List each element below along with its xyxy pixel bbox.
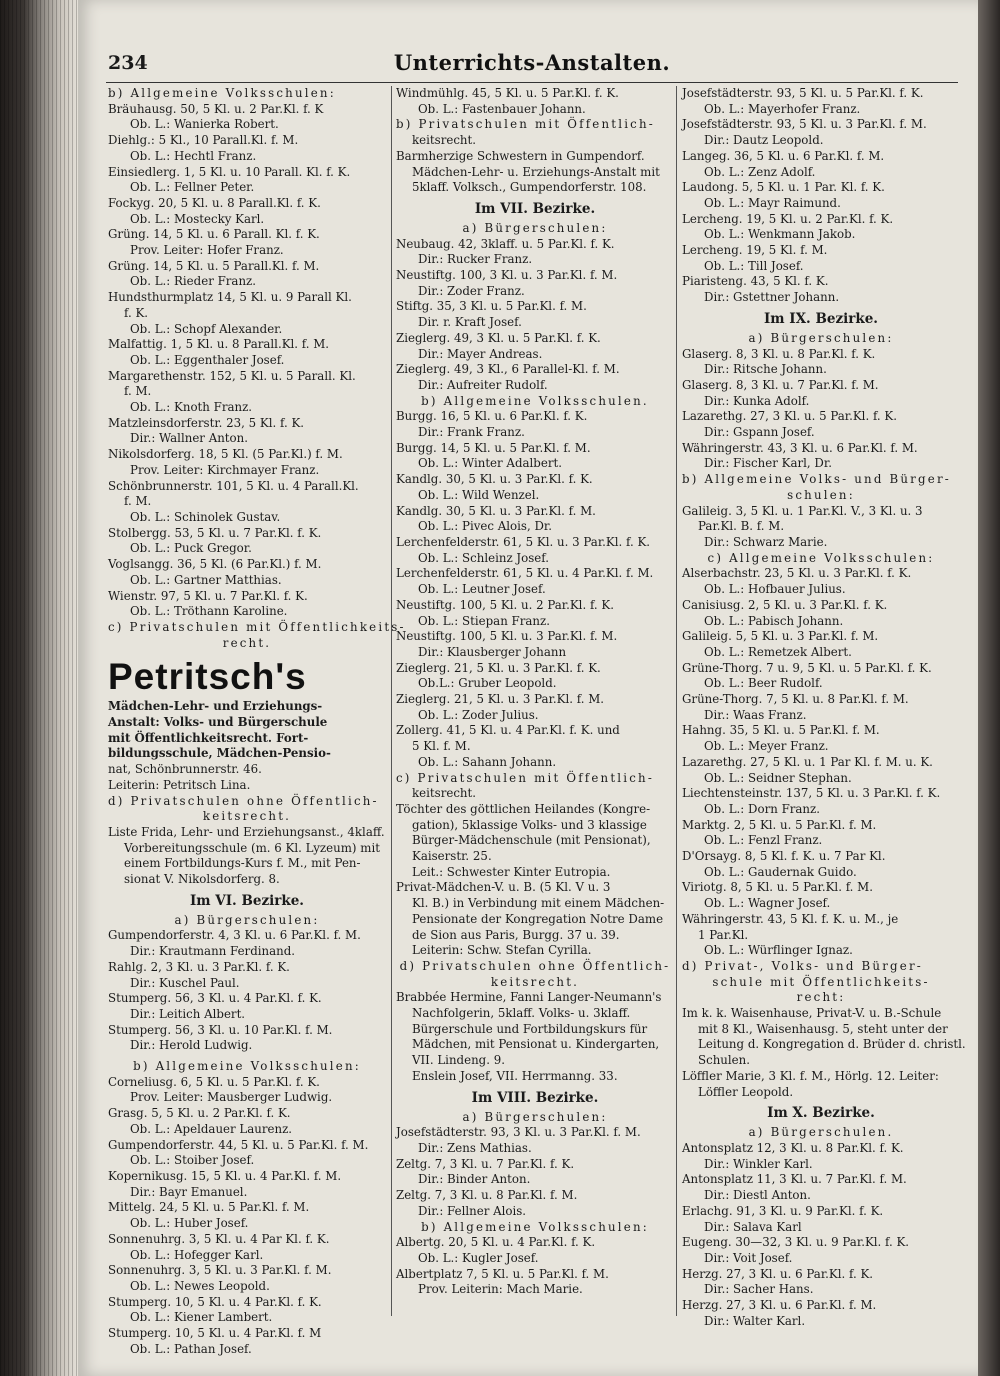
entry-line: Erlachg. 91, 3 Kl. u. 9 Par.Kl. f. K. [682, 1203, 884, 1218]
entry-line: Im k. k. Waisenhause, Privat-V. u. B.-Schule [682, 1006, 942, 1021]
entry-line: Mädchen-Lehr- u. Erziehungs-Anstalt mit [412, 164, 660, 179]
entry-line: Prov. Leiter: Kirchmayer Franz. [130, 462, 320, 477]
entry-line: VII. Lindeng. 9. [412, 1053, 505, 1068]
entry-line: Dir.: Dautz Leopold. [704, 133, 824, 148]
entry-line: Dir.: Gspann Josef. [704, 425, 815, 440]
entry-line: Ob. L.: Zenz Adolf. [704, 164, 816, 179]
entry-line: Dir.: Kunka Adolf. [704, 393, 810, 408]
entry-line: Leitung d. Kongregation d. Brüder d. christl. [698, 1037, 966, 1052]
entry-line: Nikolsdorferg. 18, 5 Kl. (5 Par.Kl.) f. M. [108, 447, 343, 462]
entry-line: Lerchenfelderstr. 61, 5 Kl. u. 4 Par.Kl. f. M. [396, 566, 654, 581]
entry-line: Herzg. 27, 3 Kl. u. 6 Par.Kl. f. K. [682, 1266, 874, 1281]
entry-line: 5klaff. Volksch., Gumpendorferstr. 108. [412, 180, 647, 195]
entry-line: Vorbereitungsschule (m. 6 Kl. Lyzeum) mit [124, 840, 380, 855]
entry-line: Malfattig. 1, 5 Kl. u. 8 Parall.Kl. f. M. [108, 337, 330, 352]
entry-line: Zollerg. 41, 5 Kl. u. 4 Par.Kl. f. K. und [396, 723, 620, 738]
entry-line: Ob. L.: Winter Adalbert. [418, 456, 562, 471]
entry-line: Ob. L.: Stiepan Franz. [418, 613, 550, 628]
entry-line: Josefstädterstr. 93, 5 Kl. u. 3 Par.Kl. f. M. [682, 117, 927, 132]
entry-line: Galileig. 3, 5 Kl. u. 1 Par.Kl. V., 3 Kl. u. 3 [682, 503, 923, 518]
entry-line: Liechtensteinstr. 137, 5 Kl. u. 3 Par.Kl. f. K. [682, 786, 941, 801]
entry-line: Albertplatz 7, 5 Kl. u. 5 Par.Kl. f. M. [396, 1266, 609, 1281]
section-heading: a) Bürgerschulen: [748, 330, 894, 345]
entry-line: Stumperg. 56, 3 Kl. u. 10 Par.Kl. f. M. [108, 1022, 333, 1037]
entry-line: Josefstädterstr. 93, 5 Kl. u. 5 Par.Kl. f. K. [682, 86, 924, 100]
entry-line: Ob. L.: Tröthann Karoline. [130, 604, 288, 619]
entry-line: Piaristeng. 43, 5 Kl. f. K. [682, 274, 829, 289]
entry-line: Windmühlg. 45, 5 Kl. u. 5 Par.Kl. f. K. [396, 86, 619, 100]
entry-line: Ob. L.: Till Josef. [704, 258, 804, 273]
section-heading: schulen: [787, 487, 855, 502]
section-heading: c) Allgemeine Volksschulen: [707, 550, 935, 565]
entry-line: Stumperg. 56, 3 Kl. u. 4 Par.Kl. f. K. [108, 991, 322, 1006]
entry-line: Ob. L.: Pivec Alois, Dr. [418, 519, 553, 534]
entry-line: Grüne-Thorg. 7, 5 Kl. u. 8 Par.Kl. f. M. [682, 692, 909, 707]
entry-line: Ob. L.: Wild Wenzel. [418, 487, 540, 502]
entry-line: keitsrecht. [412, 786, 477, 801]
entry-line: Galileig. 5, 5 Kl. u. 3 Par.Kl. f. M. [682, 629, 879, 644]
entry-line: Ob. L.: Rieder Franz. [130, 274, 257, 289]
section-heading: b) Allgemeine Volksschulen: [421, 1219, 649, 1234]
entry-line: Eugeng. 30—32, 3 Kl. u. 9 Par.Kl. f. K. [682, 1235, 910, 1250]
section-heading: a) Bürgerschulen: [174, 912, 320, 927]
entry-line: Viriotg. 8, 5 Kl. u. 5 Par.Kl. f. M. [682, 880, 873, 895]
section-heading: b) Allgemeine Volks- und Bürger- [682, 472, 951, 487]
entry-line: Grüng. 14, 5 Kl. u. 5 Parall.Kl. f. M. [108, 258, 320, 273]
entry-line: Löffler Leopold. [698, 1084, 794, 1099]
entry-line: Diehlg.: 5 Kl., 10 Parall.Kl. f. M. [108, 133, 299, 148]
entry-line: Dir.: Binder Anton. [418, 1172, 531, 1187]
entry-line: Lazarethg. 27, 5 Kl. u. 1 Par Kl. f. M. u. K. [682, 754, 933, 769]
entry-line: Ob. L.: Hechtl Franz. [130, 148, 257, 163]
section-heading: b) Allgemeine Volksschulen. [421, 393, 649, 408]
entry-line: Gumpendorferstr. 44, 5 Kl. u. 5 Par.Kl. f. M. [108, 1137, 369, 1152]
page-title: Unterrichts-Anstalten. [393, 50, 671, 75]
section-heading: keitsrecht. [202, 809, 292, 824]
entry-line: Dir.: Sacher Hans. [704, 1282, 814, 1297]
entry-line: Dir.: Winkler Karl. [704, 1156, 813, 1171]
book-page [78, 0, 980, 1376]
entry-line: Ob. L.: Meyer Franz. [704, 739, 829, 754]
entry-line: de Sion aus Paris, Burgg. 37 u. 39. [412, 927, 620, 942]
entry-line: f. M. [124, 494, 152, 509]
section-heading: a) Bürgerschulen: [462, 1109, 608, 1124]
entry-line: Pensionate der Kongregation Notre Dame [412, 911, 664, 926]
entry-line: Ob. L.: Fellner Peter. [130, 180, 255, 195]
entry-line: Ob. L.: Schinolek Gustav. [130, 509, 281, 524]
entry-line: Barmherzige Schwestern in Gumpendorf. [396, 148, 645, 163]
entry-line: Ob. L.: Eggenthaler Josef. [130, 352, 285, 367]
entry-line: Töchter des göttlichen Heilandes (Kongre- [396, 801, 651, 816]
entry-line: Leit.: Schwester Kinter Eutropia. [412, 864, 611, 879]
entry-line: Ob. L.: Sahann Johann. [418, 754, 557, 769]
entry-line: Währingerstr. 43, 5 Kl. f. K. u. M., je [682, 911, 899, 926]
entry-line: Lazarethg. 27, 3 Kl. u. 5 Par.Kl. f. K. [682, 409, 897, 424]
entry-line: Kl. B.) in Verbindung mit einem Mädchen- [412, 896, 665, 911]
column-divider-1 [391, 86, 392, 1316]
entry-line: Nachfolgerin, 5klaff. Volks- u. 3klaff. [412, 1006, 631, 1021]
entry-line: Bürgerschule und Fortbildungskurs für [412, 1021, 648, 1036]
entry-line: Mittelg. 24, 5 Kl. u. 5 Par.Kl. f. M. [108, 1200, 310, 1215]
district-heading: Im VIII. Bezirke. [471, 1089, 599, 1106]
entry-line: Dir.: Bayr Emanuel. [130, 1184, 248, 1199]
entry-line: Albertg. 20, 5 Kl. u. 4 Par.Kl. f. K. [396, 1235, 596, 1250]
entry-line: Prov. Leiterin: Mach Marie. [418, 1282, 583, 1297]
entry-line: sionat V. Nikolsdorferg. 8. [124, 872, 280, 887]
entry-line: Glaserg. 8, 3 Kl. u. 8 Par.Kl. f. K. [682, 346, 876, 361]
entry-line: Ob. L.: Dorn Franz. [704, 801, 820, 816]
entry-line: Ob. L.: Kiener Lambert. [130, 1310, 273, 1325]
entry-line: Zeltg. 7, 3 Kl. u. 8 Par.Kl. f. M. [396, 1188, 578, 1203]
entry-line: Ob. L.: Seidner Stephan. [704, 770, 852, 785]
entry-line: Dir. r. Kraft Josef. [418, 315, 522, 330]
entry-line: Dir.: Mayer Andreas. [418, 346, 543, 361]
entry-line: Lerchenfelderstr. 61, 5 Kl. u. 3 Par.Kl. f. K. [396, 534, 651, 549]
entry-line: Fockyg. 20, 5 Kl. u. 8 Parall.Kl. f. K. [108, 195, 321, 210]
page-edge [978, 0, 1000, 1376]
district-heading: Im IX. Bezirke. [763, 310, 879, 327]
entry-line: gation), 5klassige Volks- und 3 klassige [412, 817, 647, 832]
section-heading: a) Bürgerschulen: [462, 220, 608, 235]
entry-line: Ob. L.: Mayr Raimund. [704, 195, 841, 210]
entry-line: Neubaug. 42, 3klaff. u. 5 Par.Kl. f. K. [396, 236, 615, 251]
entry-line: Zieglerg. 49, 3 Kl. u. 5 Par.Kl. f. K. [396, 330, 601, 345]
section-heading: keitsrecht. [490, 974, 580, 989]
entry-line: Ob. L.: Knoth Franz. [130, 400, 253, 415]
entry-line: Dir.: Rucker Franz. [418, 252, 533, 267]
entry-line: Dir.: Fellner Alois. [418, 1203, 527, 1218]
entry-line: Dir.: Frank Franz. [418, 425, 525, 440]
entry-line: Ob. L.: Puck Gregor. [130, 541, 252, 556]
entry-line: Glaserg. 8, 3 Kl. u. 7 Par.Kl. f. M. [682, 377, 879, 392]
section-heading: b) Privatschulen mit Öffentlich- [396, 117, 655, 132]
entry-line: Dir.: Krautmann Ferdinand. [130, 944, 296, 959]
entry-line: Petritsch's [108, 656, 307, 698]
column-1 [108, 86, 406, 1356]
entry-line: Margarethenstr. 152, 5 Kl. u. 5 Parall. Kl. [108, 368, 356, 383]
entry-line: Dir.: Schwarz Marie. [704, 534, 828, 549]
entry-line: Zieglerg. 21, 5 Kl. u. 3 Par.Kl. f. K. [396, 660, 601, 675]
entry-line: Rahlg. 2, 3 Kl. u. 3 Par.Kl. f. K. [108, 959, 290, 974]
entry-line: Corneliusg. 6, 5 Kl. u. 5 Par.Kl. f. K. [108, 1074, 320, 1089]
entry-line: Ob. L.: Remetzek Albert. [704, 644, 852, 659]
entry-line: Ob. L.: Gaudernak Guido. [704, 864, 857, 879]
entry-line: Prov. Leiter: Mausberger Ludwig. [130, 1090, 333, 1105]
entry-line: Neustiftg. 100, 5 Kl. u. 3 Par.Kl. f. M. [396, 629, 618, 644]
entry-line: Lercheng. 19, 5 Kl. f. M. [682, 243, 828, 258]
entry-line: Dir.: Walter Karl. [704, 1313, 806, 1328]
entry-line: Dir.: Ritsche Johann. [704, 362, 827, 377]
entry-line: Leiterin: Schw. Stefan Cyrilla. [412, 943, 592, 958]
entry-line: Antonsplatz 12, 3 Kl. u. 8 Par.Kl. f. K. [682, 1141, 904, 1155]
entry-line: Ob. L.: Stoiber Josef. [130, 1153, 255, 1168]
entry-line: Einsiedlerg. 1, 5 Kl. u. 10 Parall. Kl. f. K. [108, 164, 351, 179]
entry-line: Matzleinsdorferstr. 23, 5 Kl. f. K. [108, 415, 305, 430]
entry-line: Marktg. 2, 5 Kl. u. 5 Par.Kl. f. M. [682, 817, 877, 832]
entry-line: Grüne-Thorg. 7 u. 9, 5 Kl. u. 5 Par.Kl. f. K. [682, 660, 932, 675]
column-3 [682, 86, 966, 1328]
entry-line: Dir.: Herold Ludwig. [130, 1038, 253, 1053]
section-heading: c) Privatschulen mit Öffentlich- [396, 770, 655, 785]
entry-line: Liste Frida, Lehr- und Erziehungsanst., 4klaff. [108, 824, 385, 839]
section-heading: d) Privat-, Volks- und Bürger- [682, 958, 923, 973]
page-header [108, 52, 956, 82]
entry-line: nat, Schönbrunnerstr. 46. [108, 762, 262, 777]
entry-line: Dir.: Kuschel Paul. [130, 975, 240, 990]
entry-line: Dir.: Zens Mathias. [418, 1141, 532, 1155]
section-heading: d) Privatschulen ohne Öffentlich- [399, 958, 671, 973]
entry-line: Sonnenuhrg. 3, 5 Kl. u. 3 Par.Kl. f. M. [108, 1263, 332, 1278]
entry-line: Ob. L.: Wenkmann Jakob. [704, 227, 856, 242]
section-heading: b) Allgemeine Volksschulen: [133, 1059, 361, 1074]
entry-line: Dir.: Voit Josef. [704, 1250, 793, 1265]
page-number: 234 [108, 52, 148, 74]
entry-line: bildungsschule, Mädchen-Pensio- [108, 746, 331, 761]
district-heading: Im VII. Bezirke. [474, 200, 596, 217]
entry-line: Voglsangg. 36, 5 Kl. (6 Par.Kl.) f. M. [108, 557, 322, 572]
entry-line: 1 Par.Kl. [698, 927, 749, 942]
entry-line: Ob. L.: Würflinger Ignaz. [704, 943, 853, 958]
entry-line: Währingerstr. 43, 3 Kl. u. 6 Par.Kl. f. M. [682, 440, 918, 455]
entry-line: Ob. L.: Zoder Julius. [418, 707, 539, 722]
entry-line: Ob. L.: Wanierka Robert. [130, 117, 279, 132]
entry-line: Burgg. 16, 5 Kl. u. 6 Par.Kl. f. K. [396, 409, 588, 424]
entry-line: Mädchen, mit Pensionat u. Kindergarten, [412, 1037, 660, 1052]
entry-line: Neustiftg. 100, 5 Kl. u. 2 Par.Kl. f. K. [396, 597, 614, 612]
entry-line: Ob. L.: Leutner Josef. [418, 582, 546, 597]
entry-line: Antonsplatz 11, 3 Kl. u. 7 Par.Kl. f. M. [682, 1172, 907, 1187]
entry-line: Gumpendorferstr. 4, 3 Kl. u. 6 Par.Kl. f. M. [108, 928, 361, 943]
entry-line: Kaiserstr. 25. [412, 849, 492, 864]
entry-line: Dir.: Wallner Anton. [130, 431, 249, 446]
entry-line: Anstalt: Volks- und Bürgerschule [108, 715, 328, 730]
entry-line: Kandlg. 30, 5 Kl. u. 3 Par.Kl. f. M. [396, 503, 596, 518]
entry-line: Ob. L.: Apeldauer Laurenz. [130, 1121, 293, 1136]
entry-line: einem Fortbildungs-Kurs f. M., mit Pen- [124, 856, 361, 871]
entry-line: Ob. L.: Fenzl Franz. [704, 833, 823, 848]
entry-line: f. M. [124, 384, 152, 399]
entry-line: Dir.: Diestl Anton. [704, 1188, 811, 1203]
entry-line: mit 8 Kl., Waisenhausg. 5, steht unter der [698, 1021, 948, 1036]
section-heading: a) Bürgerschulen. [748, 1125, 894, 1140]
entry-line: Dir.: Salava Karl [704, 1219, 802, 1234]
entry-line: Kandlg. 30, 5 Kl. u. 3 Par.Kl. f. K. [396, 472, 593, 487]
section-heading: c) Privatschulen mit Öffentlichkeits- [108, 619, 406, 634]
entry-line: Lercheng. 19, 5 Kl. u. 2 Par.Kl. f. K. [682, 211, 894, 226]
entry-line: Dir.: Leitich Albert. [130, 1006, 246, 1021]
entry-line: Ob. L.: Wagner Josef. [704, 896, 831, 911]
entry-line: Ob. L.: Gartner Matthias. [130, 572, 282, 587]
entry-line: Langeg. 36, 5 Kl. u. 6 Par.Kl. f. M. [682, 148, 885, 163]
entry-line: Löffler Marie, 3 Kl. f. M., Hörlg. 12. Leiter: [682, 1068, 939, 1083]
section-heading: schule mit Öffentlichkeits- [712, 974, 930, 989]
district-heading: Im X. Bezirke. [767, 1105, 875, 1122]
entry-line: Bürger-Mädchenschule (mit Pensionat), [412, 833, 651, 848]
entry-line: Stumperg. 10, 5 Kl. u. 4 Par.Kl. f. M [108, 1326, 322, 1341]
district-heading: Im VI. Bezirke. [189, 892, 305, 909]
entry-line: Ob. L.: Fastenbauer Johann. [418, 101, 586, 116]
entry-line: Ob. L.: Newes Leopold. [130, 1278, 270, 1293]
entry-line: Ob. L.: Beer Rudolf. [704, 676, 823, 691]
entry-line: keitsrecht. [412, 133, 477, 148]
entry-line: Neustiftg. 100, 3 Kl. u. 3 Par.Kl. f. M. [396, 268, 618, 283]
entry-line: Ob. L.: Hofbauer Julius. [704, 582, 846, 597]
entry-line: Enslein Josef, VII. Herrmanng. 33. [412, 1068, 618, 1083]
column-2 [396, 86, 674, 1316]
entry-line: Prov. Leiter: Hofer Franz. [130, 243, 284, 258]
entry-line: Stolbergg. 53, 5 Kl. u. 7 Par.Kl. f. K. [108, 525, 322, 540]
entry-line: Dir.: Gstettner Johann. [704, 290, 840, 305]
entry-line: Zeltg. 7, 3 Kl. u. 7 Par.Kl. f. K. [396, 1156, 575, 1171]
entry-line: Privat-Mädchen-V. u. B. (5 Kl. V u. 3 [396, 880, 611, 895]
entry-line: Hahng. 35, 5 Kl. u. 5 Par.Kl. f. M. [682, 723, 880, 738]
entry-line: Josefstädterstr. 93, 3 Kl. u. 3 Par.Kl. f. M. [396, 1125, 641, 1140]
entry-line: Wienstr. 97, 5 Kl. u. 7 Par.Kl. f. K. [108, 588, 308, 603]
entry-line: 5 Kl. f. M. [412, 739, 471, 754]
section-heading: recht: [796, 990, 846, 1005]
column-divider-2 [676, 86, 677, 1316]
entry-line: Stumperg. 10, 5 Kl. u. 4 Par.Kl. f. K. [108, 1294, 322, 1309]
section-heading: d) Privatschulen ohne Öffentlich- [108, 793, 379, 808]
entry-line: Ob. L.: Mayerhofer Franz. [704, 101, 861, 116]
entry-line: Schulen. [698, 1053, 750, 1068]
book-spine [0, 0, 78, 1376]
entry-line: Ob. L.: Hofegger Karl. [130, 1247, 264, 1262]
entry-line: Brabbée Hermine, Fanni Langer-Neumann's [396, 990, 662, 1005]
entry-line: D'Orsayg. 8, 5 Kl. f. K. u. 7 Par Kl. [682, 849, 886, 864]
entry-line: Laudong. 5, 5 Kl. u. 1 Par. Kl. f. K. [682, 180, 885, 195]
entry-line: Par.Kl. B. f. M. [698, 519, 785, 534]
entry-line: Grasg. 5, 5 Kl. u. 2 Par.Kl. f. K. [108, 1106, 291, 1121]
entry-line: Mädchen-Lehr- und Erziehungs- [108, 699, 323, 714]
entry-line: Ob. L.: Schleinz Josef. [418, 550, 549, 565]
entry-line: Bräuhausg. 50, 5 Kl. u. 2 Par.Kl. f. K [108, 101, 324, 116]
entry-line: Herzg. 27, 3 Kl. u. 6 Par.Kl. f. M. [682, 1298, 877, 1313]
entry-line: Burgg. 14, 5 Kl. u. 5 Par.Kl. f. M. [396, 440, 591, 455]
section-heading: recht. [222, 635, 272, 650]
entry-line: Ob. L.: Mostecky Karl. [130, 211, 265, 226]
entry-line: Ob. L.: Huber Josef. [130, 1216, 249, 1231]
entry-line: Leiterin: Petritsch Lina. [108, 777, 251, 792]
entry-line: Dir.: Zoder Franz. [418, 283, 525, 298]
entry-line: Zieglerg. 49, 3 Kl., 6 Parallel-Kl. f. M. [396, 362, 620, 377]
entry-line: Alserbachstr. 23, 5 Kl. u. 3 Par.Kl. f. K. [682, 566, 912, 581]
entry-line: Dir.: Fischer Karl, Dr. [704, 456, 832, 471]
entry-line: Zieglerg. 21, 5 Kl. u. 3 Par.Kl. f. M. [396, 692, 605, 707]
entry-line: Canisiusg. 2, 5 Kl. u. 3 Par.Kl. f. K. [682, 597, 888, 612]
entry-line: Dir.: Aufreiter Rudolf. [418, 377, 548, 392]
entry-line: Ob. L.: Kugler Josef. [418, 1250, 539, 1265]
entry-line: mit Öffentlichkeitsrecht. Fort- [108, 730, 309, 745]
entry-line: Dir.: Waas Franz. [704, 707, 807, 722]
entry-line: Ob. L.: Pathan Josef. [130, 1341, 252, 1356]
entry-line: f. K. [124, 305, 149, 320]
entry-line: Hundsthurmplatz 14, 5 Kl. u. 9 Parall Kl. [108, 290, 352, 305]
section-heading: b) Allgemeine Volksschulen: [108, 86, 336, 100]
header-rule [106, 82, 958, 83]
entry-line: Ob. L.: Schopf Alexander. [130, 321, 283, 336]
entry-line: Dir.: Klausberger Johann [418, 644, 567, 659]
entry-line: Ob.L.: Gruber Leopold. [418, 676, 557, 691]
entry-line: Ob. L.: Pabisch Johann. [704, 613, 844, 628]
entry-line: Stiftg. 35, 3 Kl. u. 5 Par.Kl. f. M. [396, 299, 587, 314]
entry-line: Grüng. 14, 5 Kl. u. 6 Parall. Kl. f. K. [108, 227, 320, 242]
entry-line: Schönbrunnerstr. 101, 5 Kl. u. 4 Parall.Kl. [108, 478, 359, 493]
entry-line: Sonnenuhrg. 3, 5 Kl. u. 4 Par Kl. f. K. [108, 1231, 330, 1246]
entry-line: Kopernikusg. 15, 5 Kl. u. 4 Par.Kl. f. M. [108, 1169, 342, 1183]
